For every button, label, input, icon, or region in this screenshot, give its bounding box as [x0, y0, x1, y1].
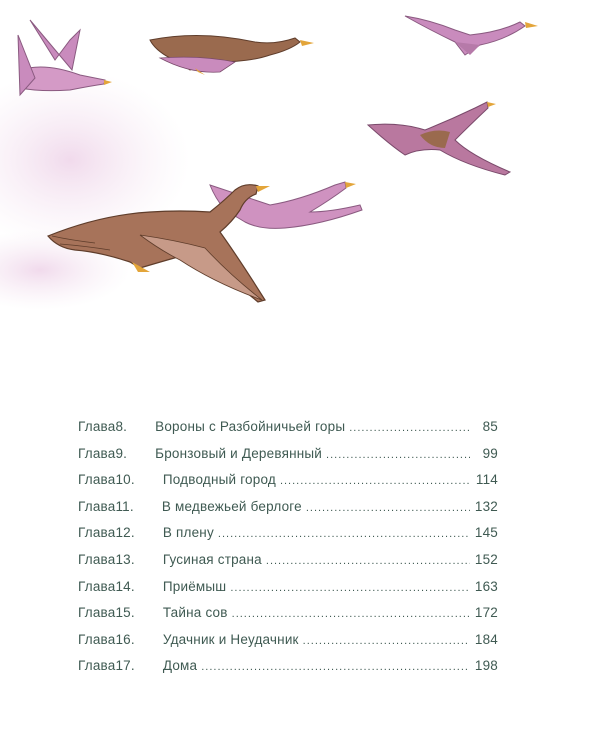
table-of-contents	[78, 414, 498, 680]
dot-leader	[230, 575, 470, 602]
goose-pink-top-right	[405, 16, 538, 55]
chapter-number: 13.	[115, 551, 135, 567]
page-number: 145	[474, 525, 498, 541]
chapter-title: Бронзовый и Деревянный	[155, 445, 323, 461]
page-number: 99	[482, 445, 498, 461]
dot-leader	[218, 521, 470, 548]
chapter-number: 10.	[115, 472, 135, 488]
chapter-label: Глава	[78, 605, 116, 621]
toc-entry[interactable]	[78, 574, 498, 601]
toc-entry[interactable]	[78, 441, 498, 468]
chapter-label: Глава	[78, 498, 116, 514]
page-number: 198	[474, 658, 498, 674]
dot-leader	[306, 495, 470, 522]
toc-entry[interactable]	[78, 600, 498, 627]
chapter-number: 12.	[115, 525, 135, 541]
dot-leader	[201, 654, 470, 681]
page-number: 163	[474, 578, 498, 594]
chapter-label: Глава	[78, 472, 116, 488]
chapter-label: Глава	[78, 445, 116, 461]
chapter-label: Глава	[78, 525, 116, 541]
dot-leader	[232, 601, 470, 628]
goose-brown-top	[150, 35, 314, 75]
chapter-label: Глава	[78, 551, 116, 567]
chapter-title: Подводный город	[162, 472, 276, 488]
chapter-title: Удачник и Неудачник	[162, 631, 299, 647]
dot-leader	[349, 415, 470, 442]
dot-leader	[303, 628, 470, 655]
chapter-number: 11.	[115, 498, 134, 514]
page-number: 85	[482, 419, 498, 434]
toc-entry[interactable]	[78, 653, 498, 680]
chapter-title: Приёмыш	[162, 578, 227, 594]
chapter-label: Глава	[78, 658, 116, 674]
goose-pink-middle-right	[368, 102, 510, 175]
chapter-label: Глава	[78, 631, 116, 647]
dot-leader	[326, 442, 470, 469]
chapter-title: В медвежьей берлоге	[161, 498, 302, 514]
chapter-label: Глава	[78, 578, 116, 594]
page-number: 184	[474, 631, 498, 647]
page-number: 172	[474, 605, 498, 621]
goose-pink-left	[18, 20, 112, 95]
chapter-title: Дома	[162, 658, 198, 674]
chapter-number: 16.	[115, 631, 135, 647]
page-number: 132	[474, 498, 498, 514]
page-number: 152	[474, 551, 498, 567]
toc-entry[interactable]	[78, 520, 498, 547]
dot-leader	[266, 548, 470, 575]
chapter-number: 9.	[115, 445, 128, 461]
chapter-title: Гусиная страна	[162, 551, 262, 567]
toc-entry[interactable]	[78, 467, 498, 494]
toc-entry[interactable]	[78, 414, 498, 441]
page-number: 114	[475, 472, 498, 488]
chapter-title: Тайна сов	[162, 605, 228, 621]
chapter-label: Глава	[78, 419, 116, 434]
toc-entry[interactable]	[78, 547, 498, 574]
chapter-title: Вороны с Разбойничьей горы	[155, 419, 346, 434]
chapter-title: В плену	[162, 525, 214, 541]
chapter-number: 15.	[115, 605, 135, 621]
toc-entry[interactable]	[78, 494, 498, 521]
chapter-number: 17.	[115, 658, 135, 674]
dot-leader	[280, 468, 470, 495]
chapter-number: 8.	[115, 419, 128, 434]
chapter-number: 14.	[115, 578, 135, 594]
toc-entry[interactable]	[78, 627, 498, 654]
